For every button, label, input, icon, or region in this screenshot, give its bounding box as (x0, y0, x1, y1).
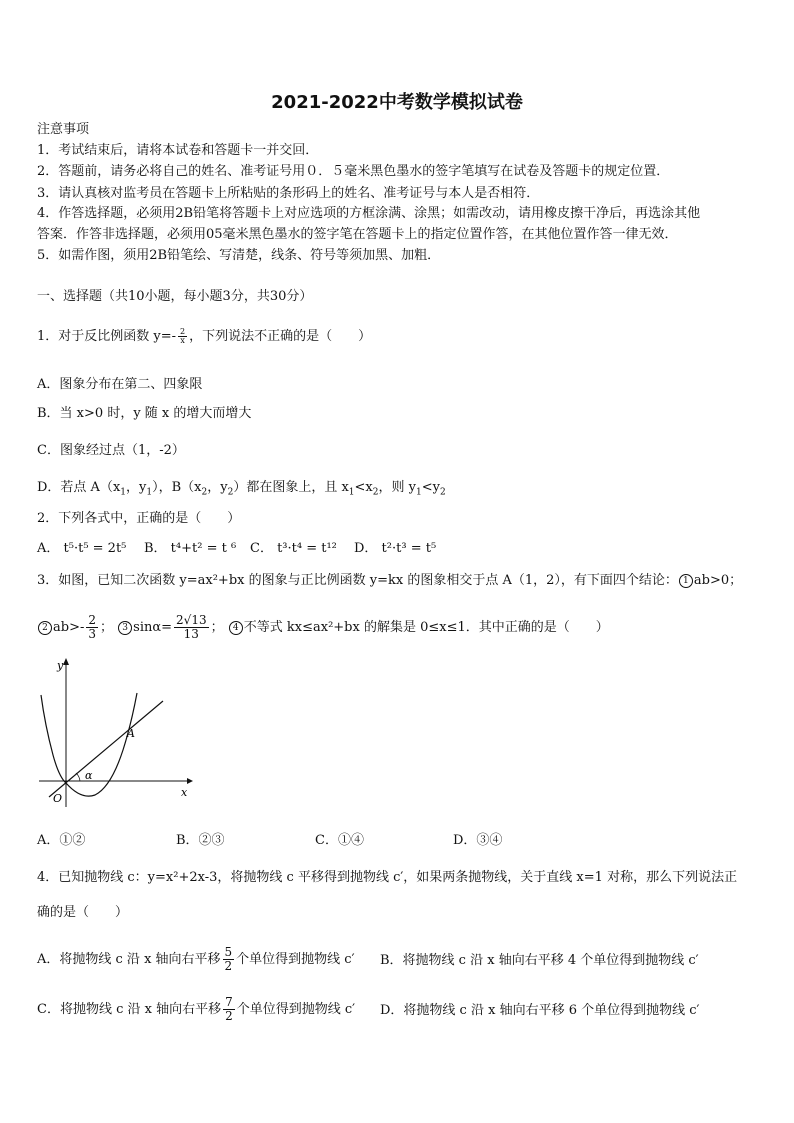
q3-line-1 (37, 573, 742, 589)
q2-option-d: D． t²·t³ = t⁵ (354, 541, 437, 556)
q4-a-frac (223, 946, 235, 973)
q4-option-c (37, 996, 355, 1023)
sub-index: 2 (227, 487, 234, 498)
q3-graph (35, 655, 200, 810)
q3-option-c: C．①④ (315, 833, 364, 848)
q1-option-b: B．当 x>0 时，y 随 x 的增大而增大 (37, 406, 252, 421)
q1-d-part: <x (354, 480, 373, 495)
sub-index: 1 (146, 487, 153, 498)
q3-conclusion-4: 不等式 kx≤ax²+bx 的解集是 0≤x≤1．其中正确的是（ ） (243, 620, 609, 635)
notice-item-1: 1．考试结束后，请将本试卷和答题卡一并交回． (37, 143, 319, 158)
notice-heading: 注意事项 (37, 122, 90, 137)
q1-d-part: ，y (126, 480, 147, 495)
q4-c-text: C．将抛物线 c 沿 x 轴向右平移 (37, 1002, 222, 1017)
q1-option-d (37, 480, 446, 501)
sub-index: 1 (415, 487, 422, 498)
q3-option-b: B．②③ (176, 833, 225, 848)
q4-c-frac (223, 996, 235, 1023)
sub-index: 1 (348, 487, 355, 498)
q4-a-text: A．将抛物线 c 沿 x 轴向右平移 (37, 952, 221, 967)
q1-d-part: <y (421, 480, 440, 495)
q4-line-1: 4．已知抛物线 c：y=x²+2x-3，将抛物线 c 平移得到抛物线 c′，如果两条抛物线，关于直线 x=1 对称，那么下列说法正 (37, 870, 738, 885)
circled-number: 2 (38, 621, 52, 635)
q4-a-text: 个单位得到抛物线 c′ (236, 952, 355, 967)
punct: ； (210, 620, 224, 635)
circled-number: 4 (229, 621, 243, 635)
notice-item-4: 4．作答选择题，必须用2B铅笔将答题卡上对应选项的方框涂满、涂黑；如需改动，请用橡皮擦干净后，再选涂其他 (37, 206, 701, 221)
q1-option-a: A．图象分布在第二、四象限 (37, 377, 203, 392)
q3-conclusion-3: sinα= (133, 620, 173, 635)
q3-conclusion-2: ab>- (53, 620, 85, 635)
sub-index: 2 (201, 487, 208, 498)
q1-frac-num: 2 (180, 327, 186, 336)
q3-stem: 3．如图，已知二次函数 y=ax²+bx 的图象与正比例函数 y=kx 的图象相交于点 A（1，2），有下面四个结论： (37, 573, 678, 588)
q2-option-a: A． t⁵·t⁵ = 2t⁵ (37, 541, 127, 556)
q4-option-b: B．将抛物线 c 沿 x 轴向右平移 4 个单位得到抛物线 c′ (380, 953, 699, 968)
frac-den: 13 (183, 627, 199, 641)
notice-item-2: 2．答题前，请务必将自己的姓名、准考证号用０．５毫米黑色墨水的签字笔填写在试卷及答题卡的规定位置． (37, 164, 670, 179)
q2-option-c: C． t³·t⁴ = t¹² (250, 541, 337, 556)
section-heading: 一、选择题（共10小题，每小题3分，共30分） (37, 289, 313, 304)
q3-option-a: A．①② (37, 833, 86, 848)
notice-item-5: 5．如需作图，须用2B铅笔绘、写清楚，线条、符号等须加黑、加粗． (37, 248, 441, 263)
frac-den: 3 (88, 627, 96, 641)
frac-num: 2 (88, 613, 96, 627)
q2-stem: 2．下列各式中，正确的是（ ） (37, 511, 241, 526)
q1-option-c: C．图象经过点（1，-2） (37, 443, 185, 458)
q1-d-part: ），B（x (152, 480, 202, 495)
q2-option-b: B． t⁴+t² = t ⁶ (144, 541, 237, 556)
frac-den: 2 (224, 959, 233, 973)
q3-conclusion-1: ab>0； (693, 573, 743, 588)
circled-number: 1 (679, 574, 693, 588)
q3-option-d: D．③④ (453, 833, 503, 848)
q1-stem-b: ，下列说法不正确的是（ ） (189, 329, 372, 344)
point-a-label: A (127, 727, 135, 740)
q1-fraction (178, 328, 187, 345)
q3-frac-3 (174, 614, 209, 641)
sub-index: 2 (372, 487, 379, 498)
sub-index: 1 (120, 487, 127, 498)
frac-num: 2√13 (176, 613, 207, 627)
q3-line-2 (37, 614, 609, 641)
notice-item-3: 3．请认真核对监考员在答题卡上所粘贴的条形码上的姓名、准考证号与本人是否相符． (37, 186, 540, 201)
q4-option-d: D．将抛物线 c 沿 x 轴向右平移 6 个单位得到抛物线 c′ (380, 1003, 700, 1018)
q4-line-2: 确的是（ ） (37, 905, 129, 920)
circled-number: 3 (118, 621, 132, 635)
origin-label: O (53, 792, 63, 805)
x-axis-arrow (187, 778, 193, 784)
y-axis-arrow (63, 658, 69, 665)
frac-den: 2 (225, 1009, 233, 1023)
frac-num: 5 (224, 945, 233, 959)
sub-index: 2 (439, 487, 446, 498)
angle-label: α (85, 769, 93, 782)
frac-num: 7 (225, 995, 233, 1009)
y-axis-label: y (57, 659, 64, 672)
q1-stem (37, 328, 371, 345)
q4-c-text: 个单位得到抛物线 c′ (236, 1002, 356, 1017)
punct: ； (100, 620, 114, 635)
q1-d-part: ，y (207, 480, 228, 495)
q1-d-part: ）都在图象上，且 x (233, 480, 349, 495)
q1-stem-a: 1．对于反比例函数 y=- (37, 329, 177, 344)
q1-d-part: D．若点 A（x (37, 480, 121, 495)
q1-frac-den: x (180, 336, 185, 345)
page-title: 2021-2022中考数学模拟试卷 (271, 92, 523, 113)
x-axis-label: x (181, 786, 188, 799)
notice-item-4-cont: 答案．作答非选择题，必须用05毫米黑色墨水的签字笔在答题卡上的指定位置作答，在其他位置作答一律无效． (37, 227, 678, 242)
q1-d-part: ，则 y (378, 480, 416, 495)
q3-frac-2 (86, 614, 98, 641)
q4-option-a (37, 946, 355, 973)
